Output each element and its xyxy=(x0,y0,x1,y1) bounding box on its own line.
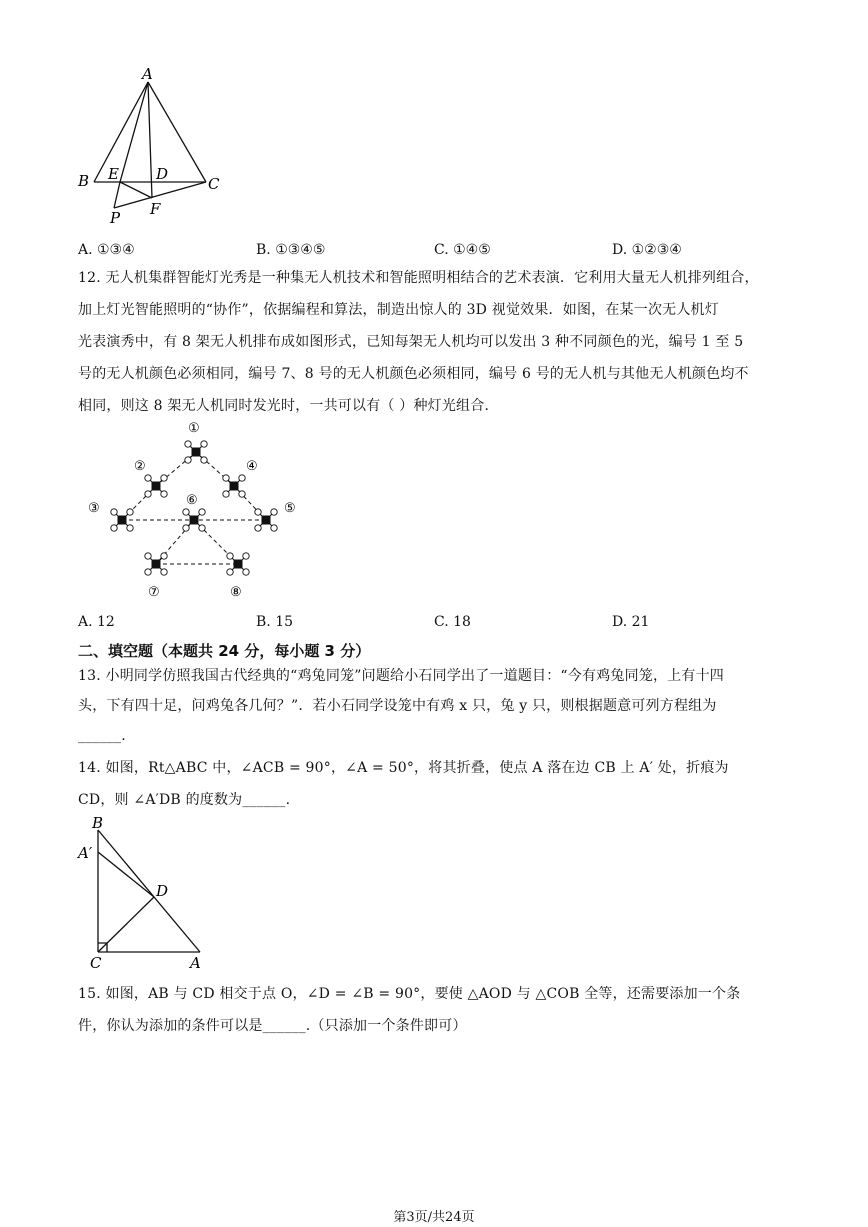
q11-triangle-figure xyxy=(72,62,232,227)
q11-options xyxy=(78,242,798,262)
drone-label-7: ⑦ xyxy=(148,585,160,600)
q15-question xyxy=(78,978,798,1042)
q12-line: 光表演秀中，有 8 架无人机排布成如图形式，已知每架无人机均可以发出 3 种不同颜色的光，编号 1 至 5 xyxy=(78,334,744,350)
q11-label-b: B xyxy=(78,172,90,190)
q12-option-c: C. 18 xyxy=(434,614,471,630)
q14-label-a-prime: A′ xyxy=(78,844,93,862)
drone-label-5: ⑤ xyxy=(284,501,296,516)
q11-label-c: C xyxy=(208,175,220,193)
q13-line: 13. 小明同学仿照我国古代经典的“鸡兔同笼”问题给小石同学出了一道题目：“今有鸡兔同笼，上有十四 xyxy=(78,668,724,684)
drone-8 xyxy=(227,553,249,575)
drone-4 xyxy=(223,475,245,497)
q12-line: 12. 无人机集群智能灯光秀是一种集无人机技术和智能照明相结合的艺术表演．它利用大量无人机排列组合， xyxy=(78,270,759,286)
q14-label-a: A xyxy=(190,954,201,972)
q11-label-a: A xyxy=(142,65,153,83)
q11-label-p: P xyxy=(110,209,121,227)
q12-line: 号的无人机颜色必须相同，编号 7、8 号的无人机颜色必须相同，编号 6 号的无人机与其他无人机颜色均不 xyxy=(78,366,749,382)
q11-option-a: A. ①③④ xyxy=(78,242,135,258)
drone-2 xyxy=(145,475,167,497)
q12-drone-figure xyxy=(84,414,316,604)
drone-label-1: ① xyxy=(188,421,200,436)
q14-label-c: C xyxy=(90,954,102,972)
q11-label-e: E xyxy=(108,165,119,183)
drone-label-2: ② xyxy=(134,459,146,474)
q15-line: 件，你认为添加的条件可以是______.（只添加一个条件即可） xyxy=(78,1018,467,1034)
q14-line: CD，则 ∠A′DB 的度数为______. xyxy=(78,792,291,808)
q13-line: ______. xyxy=(78,728,126,744)
drone-label-3: ③ xyxy=(88,501,100,516)
drone-1 xyxy=(185,441,207,463)
q14-right-triangle-figure xyxy=(74,812,214,972)
q11-option-d: D. ①②③④ xyxy=(612,242,682,258)
drone-label-8: ⑧ xyxy=(230,585,242,600)
q12-option-a: A. 12 xyxy=(78,614,115,630)
q14-label-d: D xyxy=(156,882,169,900)
q13-line: 头，下有四十足，问鸡兔各几何？”．若小石同学设笼中有鸡 x 只，兔 y 只，则根据题意可列方程组为 xyxy=(78,698,717,714)
q14-line: 14. 如图，Rt△ABC 中，∠ACB = 90°，∠A = 50°，将其折叠，使点 A 落在边 CB 上 A′ 处，折痕为 xyxy=(78,760,729,776)
q15-line: 15. 如图，AB 与 CD 相交于点 O，∠D = ∠B = 90°，要使 △AOD 与 △COB 全等，还需要添加一个条 xyxy=(78,986,741,1002)
q12-line: 相同，则这 8 架无人机同时发光时，一共可以有（ ）种灯光组合． xyxy=(78,398,499,414)
section-title-fill-blank: 二、填空题（本题共 24 分，每小题 3 分） xyxy=(78,642,371,660)
q12-question xyxy=(78,262,798,422)
q11-option-b: B. ①③④⑤ xyxy=(256,242,326,258)
q12-option-b: B. 15 xyxy=(256,614,294,630)
q13-question xyxy=(78,661,798,751)
q14-label-b: B xyxy=(92,814,104,832)
page-number-footer: 第3页/共24页 xyxy=(393,1210,475,1225)
drone-label-4: ④ xyxy=(246,459,258,474)
q11-option-c: C. ①④⑤ xyxy=(434,242,491,258)
q11-label-d: D xyxy=(156,165,169,183)
q12-options xyxy=(78,614,798,634)
q11-label-f: F xyxy=(150,200,161,218)
q12-option-d: D. 21 xyxy=(612,614,650,630)
q12-line: 加上灯光智能照明的“协作”，依据编程和算法，制造出惊人的 3D 视觉效果．如图，在某一次无人机灯 xyxy=(78,302,719,318)
drone-label-6: ⑥ xyxy=(186,493,198,508)
q14-question xyxy=(78,752,798,816)
